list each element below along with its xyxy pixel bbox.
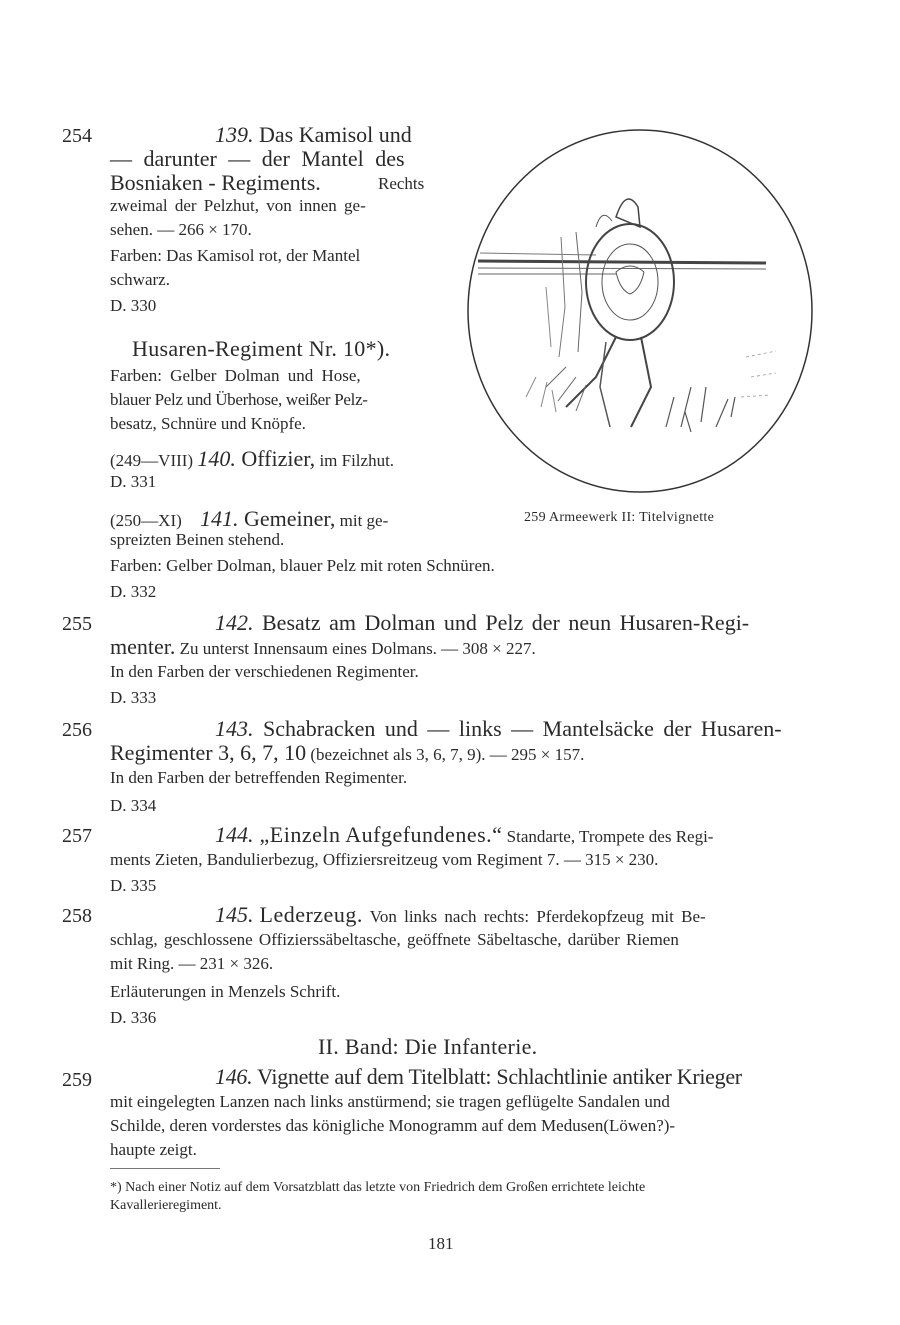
entry-ref: (249—VIII)	[110, 451, 198, 470]
footnote-line: Kavallerieregiment.	[110, 1198, 222, 1213]
entry-title: Gemeiner,	[238, 506, 336, 531]
entry-text: im Filzhut.	[315, 451, 395, 470]
entry-title-text: Das Kamisol und	[253, 122, 412, 147]
entry-line	[110, 634, 536, 660]
text-line: blauer Pelz und Überhose, weißer Pelz-	[110, 390, 368, 409]
entry-line	[110, 740, 584, 766]
entry-text: (bezeichnet als 3, 6, 7, 9). — 295 × 157.	[306, 745, 585, 764]
margin-number: 256	[62, 719, 92, 741]
text-line: In den Farben der verschiedenen Regimenter.	[110, 662, 419, 681]
d-number: D. 331	[110, 472, 157, 491]
entry-title: Besatz am Dolman und Pelz der neun Husaren-Regi-	[253, 610, 750, 635]
entry-line	[110, 506, 388, 532]
entry-line	[215, 610, 749, 636]
entry-title	[215, 122, 412, 148]
entry-line	[215, 1064, 742, 1090]
entry-number: 143.	[215, 716, 254, 741]
text-line: In den Farben der betreffenden Regimenter.	[110, 768, 408, 787]
text-line: mit Ring. — 231 × 326.	[110, 954, 274, 973]
margin-number: 254	[62, 125, 92, 147]
section-heading: II. Band: Die Infanterie.	[318, 1034, 538, 1059]
title-vignette-figure	[466, 127, 814, 495]
margin-number: 255	[62, 613, 92, 635]
margin-number: 258	[62, 905, 92, 927]
entry-title: Offizier,	[235, 446, 316, 471]
entry-title: „Einzeln Aufgefundenes.“	[253, 822, 503, 847]
page-number: 181	[428, 1234, 454, 1253]
section-heading: Husaren-Regiment Nr. 10*).	[132, 336, 391, 361]
entry-title: Vignette auf dem Titelblatt: Schlachtlinie antiker Krieger	[252, 1064, 742, 1089]
d-number: D. 330	[110, 296, 157, 315]
entry-number: 144.	[215, 822, 254, 847]
d-number: D. 334	[110, 796, 157, 815]
entry-text: mit ge-	[335, 511, 389, 530]
entry-ref: (250—XI)	[110, 511, 187, 530]
text-line: — darunter — der Mantel des	[110, 146, 405, 171]
figure-caption: 259 Armeewerk II: Titelvignette	[524, 510, 715, 525]
text-line: haupte zeigt.	[110, 1140, 197, 1159]
entry-text: Zu unterst Innensaum eines Dolmans. — 308 × 227.	[175, 639, 536, 658]
text-line: Farben: Gelber Dolman und Hose,	[110, 366, 361, 385]
entry-line	[215, 822, 713, 848]
text-line: Bosniaken - Regiments.	[110, 170, 321, 195]
entry-line	[215, 902, 706, 928]
entry-line	[110, 446, 394, 472]
entry-title: menter.	[110, 634, 176, 659]
d-number: D. 332	[110, 582, 157, 601]
entry-number: 145.	[215, 902, 254, 927]
text-line: Schilde, deren vorderstes das königliche Monogramm auf dem Medusen(Löwen?)-	[110, 1116, 676, 1135]
text-line: zweimal der Pelzhut, von innen ge-	[110, 196, 366, 215]
text-line: Rechts	[378, 174, 425, 193]
entry-number: 140.	[197, 446, 236, 471]
text-line: Erläuterungen in Menzels Schrift.	[110, 982, 341, 1001]
margin-number: 257	[62, 825, 92, 847]
entry-text: Standarte, Trompete des Regi-	[502, 827, 714, 846]
footnote-rule	[110, 1168, 220, 1169]
entry-title: Regimenter 3, 6, 7, 10	[110, 740, 307, 765]
entry-number: 142.	[215, 610, 254, 635]
entry-number: 146.	[215, 1064, 253, 1089]
text-line: Farben: Das Kamisol rot, der Mantel	[110, 246, 361, 265]
text-line: besatz, Schnüre und Knöpfe.	[110, 414, 306, 433]
text-line: ments Zieten, Bandulierbezug, Offiziersreitzeug vom Regiment 7. — 315 × 230.	[110, 850, 659, 869]
d-number: D. 335	[110, 876, 157, 895]
text-line: sehen. — 266 × 170.	[110, 220, 252, 239]
entry-number: 141.	[200, 506, 239, 531]
entry-title: Lederzeug.	[253, 902, 363, 927]
footnote-line: *) Nach einer Notiz auf dem Vorsatzblatt das letzte von Friedrich dem Großen errichtete leichte	[110, 1180, 646, 1195]
entry-number: 139.	[215, 122, 254, 147]
text-line: mit eingelegten Lanzen nach links anstürmend; sie tragen geflügelte Sandalen und	[110, 1092, 670, 1111]
d-number: D. 336	[110, 1008, 157, 1027]
text-line: spreizten Beinen stehend.	[110, 530, 285, 549]
entry-line	[215, 716, 782, 742]
margin-number: 259	[62, 1069, 92, 1091]
text-line: schwarz.	[110, 270, 170, 289]
entry-title: Schabracken und — links — Mantelsäcke der Husaren-	[253, 716, 782, 741]
text-line: Farben: Gelber Dolman, blauer Pelz mit roten Schnüren.	[110, 556, 495, 575]
entry-text: Von links nach rechts: Pferdekopfzeug mit Be-	[362, 907, 706, 926]
text-line: schlag, geschlossene Offizierssäbeltasche, geöffnete Säbeltasche, darüber Riemen	[110, 930, 679, 949]
d-number: D. 333	[110, 688, 157, 707]
